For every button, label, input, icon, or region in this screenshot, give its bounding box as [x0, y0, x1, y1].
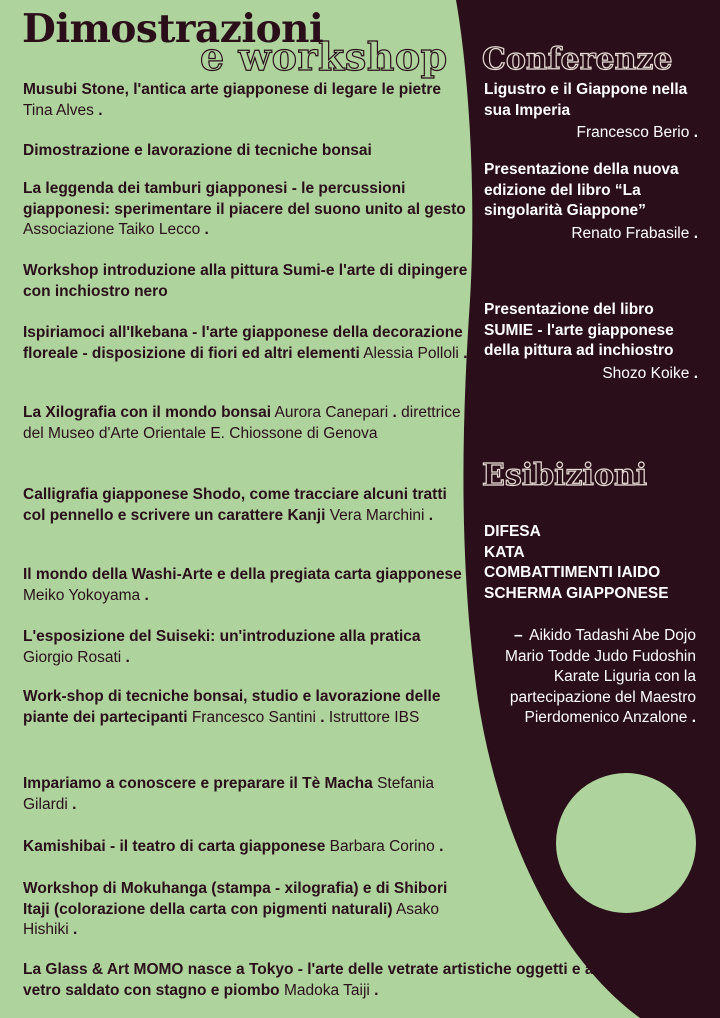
workshop-item: Ispiriamoci all'Ikebana - l'arte giapponese della decorazione floreale - disposizione di fiori ed altri elementi Alessia Polloli . — [23, 324, 468, 362]
exhibition-list — [484, 522, 669, 604]
workshop-item: La Xilografia con il mondo bonsai Aurora Canepari . direttrice del Museo d'Arte Orientale E. Chiossone di Genova — [23, 404, 461, 442]
workshop-item: Workshop di Mokuhanga (stampa - xilografia) e di Shibori Itaji (colorazione della carta con pigmenti naturali) Asako Hishiki . — [23, 880, 448, 938]
exhibition-description: – Aikido Tadashi Abe Dojo Mario Todde Judo Fudoshin Karate Liguria con la partecipazione del Maestro Pierdomenico Anzalone . — [484, 626, 696, 729]
workshop-item: La leggenda dei tamburi giapponesi - le percussioni giapponesi: sperimentare il piacere del suono unito al gesto Associazione Taiko Lecco . — [23, 180, 466, 238]
exhibition-item: SCHERMA GIAPPONESE — [484, 584, 669, 602]
workshop-item: Calligrafia giapponese Shodo, come tracciare alcuni tratti col pennello e scrivere un carattere Kanji Vera Marchini . — [23, 486, 447, 524]
exhibition-item: DIFESA — [484, 523, 541, 540]
decorative-circle — [556, 773, 696, 913]
workshop-item: Musubi Stone, l'antica arte giapponese di legare le pietre Tina Alves . — [23, 81, 441, 119]
subtitle-workshop: e workshop — [200, 34, 448, 79]
workshop-item: L'esposizione del Suiseki: un'introduzione alla pratica Giorgio Rosati . — [23, 628, 421, 666]
workshop-item: Workshop introduzione alla pittura Sumi-e l'arte di dipingere con inchiostro nero — [23, 262, 468, 300]
exhibition-item: KATA — [484, 543, 525, 561]
conferences-title: Conferenze — [482, 42, 673, 77]
workshop-item: Il mondo della Washi-Arte e della pregiata carta giapponese Meiko Yokoyama . — [23, 566, 462, 604]
workshop-item: Work-shop di tecniche bonsai, studio e lavorazione delle piante dei partecipanti Francesco Santini . Istruttore IBS — [23, 688, 441, 726]
workshop-item: Impariamo a conoscere e preparare il Tè Macha Stefania Gilardi . — [23, 775, 434, 813]
workshop-item: Kamishibai - il teatro di carta giapponese Barbara Corino . — [23, 838, 444, 855]
exhibition-item: COMBATTIMENTI IAIDO — [484, 564, 661, 581]
workshop-item-last: La Glass & Art MOMO nasce a Tokyo - l'arte delle vetrate artistiche oggetti e accessori con vetro saldato con stagno e piombo Madoka Taiji . — [23, 961, 689, 999]
workshop-item: Dimostrazione e lavorazione di tecniche bonsai — [23, 142, 372, 159]
conference-item: Presentazione della nuova edizione del libro “La singolarità Giappone” Renato Frabasile . — [484, 161, 698, 242]
page-title: Dimostrazioni — [22, 6, 324, 52]
dash: – — [514, 627, 523, 644]
exhibitions-title: Esibizioni — [482, 458, 648, 493]
conference-item: Presentazione del libro SUMIE - l'arte giapponese della pittura ad inchiostro Shozo Koike . — [484, 301, 698, 382]
conference-item: Ligustro e il Giappone nella sua Imperia Francesco Berio . — [484, 81, 698, 141]
